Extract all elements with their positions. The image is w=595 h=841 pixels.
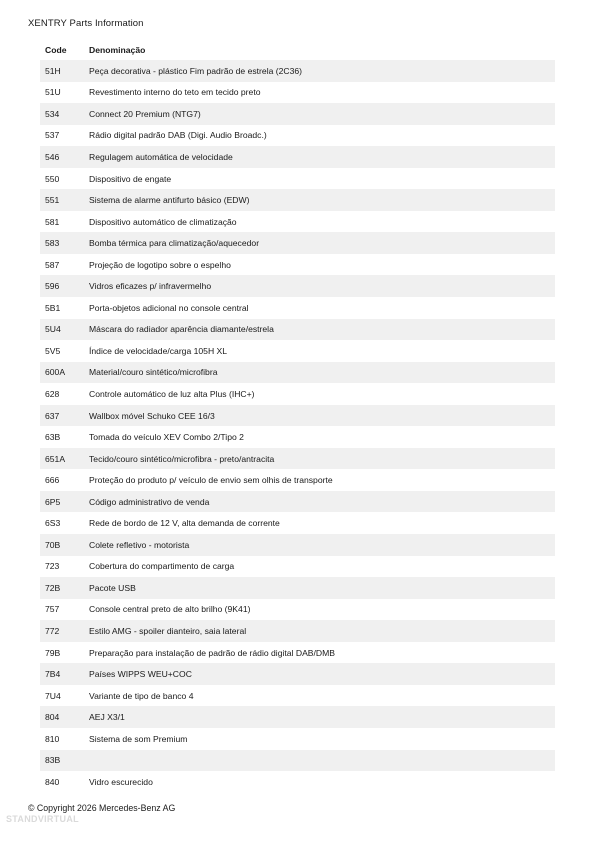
part-description: Tecido/couro sintético/microfibra - preto/antracita <box>89 453 275 464</box>
table-row <box>40 319 555 341</box>
table-row <box>40 620 555 642</box>
watermark-logo: STANDVIRTUAL <box>6 814 79 824</box>
part-description: Vidro escurecido <box>89 776 153 787</box>
table-row <box>40 491 555 513</box>
table-row <box>40 275 555 297</box>
part-description: Países WIPPS WEU+COC <box>89 669 192 680</box>
part-code: 63B <box>45 432 61 443</box>
part-code: 810 <box>45 733 60 744</box>
part-code: 551 <box>45 195 60 206</box>
part-code: 550 <box>45 173 60 184</box>
part-description <box>89 750 555 772</box>
page-title: XENTRY Parts Information <box>28 18 144 29</box>
part-code: 596 <box>45 281 60 292</box>
table-row <box>40 211 555 233</box>
part-description: Sistema de som Premium <box>89 733 188 744</box>
part-code: 534 <box>45 108 60 119</box>
column-header-description: Denominação <box>89 44 146 55</box>
table-row <box>40 340 555 362</box>
part-description: Tomada do veículo XEV Combo 2/Tipo 2 <box>89 432 244 443</box>
table-row <box>40 168 555 190</box>
part-description: Cobertura do compartimento de carga <box>89 561 235 572</box>
part-description: Porta-objetos adicional no console central <box>89 302 249 313</box>
part-description: Código administrativo de venda <box>89 496 210 507</box>
part-code: 6S3 <box>45 518 61 529</box>
table-row <box>40 254 555 276</box>
part-code: 72B <box>45 582 61 593</box>
part-code: 51H <box>45 65 61 76</box>
part-code: 51U <box>45 87 61 98</box>
table-row <box>40 60 555 82</box>
part-description: Wallbox móvel Schuko CEE 16/3 <box>89 410 215 421</box>
part-code: 666 <box>45 475 60 486</box>
part-code: 79B <box>45 647 61 658</box>
table-row <box>40 405 555 427</box>
table-row <box>40 448 555 470</box>
table-row <box>40 512 555 534</box>
column-header-code: Code <box>45 44 67 55</box>
part-description: Rádio digital padrão DAB (Digi. Audio Broadc.) <box>89 130 267 141</box>
table-row <box>40 534 555 556</box>
part-description: Máscara do radiador aparência diamante/estrela <box>89 324 274 335</box>
part-code: 7U4 <box>45 690 61 701</box>
part-description: Material/couro sintético/microfibra <box>89 367 218 378</box>
part-description: Bomba térmica para climatização/aquecedor <box>89 238 260 249</box>
part-description: Proteção do produto p/ veículo de envio sem olhis de transporte <box>89 475 333 486</box>
table-row <box>40 577 555 599</box>
table-header-row <box>40 39 555 60</box>
part-code: 83B <box>45 755 61 766</box>
table-row <box>40 103 555 125</box>
table-row <box>40 728 555 750</box>
part-description: Revestimento interno do teto em tecido preto <box>89 87 261 98</box>
part-code: 600A <box>45 367 66 378</box>
part-description: AEJ X3/1 <box>89 712 125 723</box>
part-description: Projeção de logotipo sobre o espelho <box>89 259 231 270</box>
part-description: Dispositivo de engate <box>89 173 172 184</box>
part-description: Vidros eficazes p/ infravermelho <box>89 281 212 292</box>
part-description: Connect 20 Premium (NTG7) <box>89 108 201 119</box>
table-row <box>40 750 555 772</box>
part-description: Índice de velocidade/carga 105H XL <box>89 345 228 356</box>
table-row <box>40 556 555 578</box>
part-code: 7B4 <box>45 669 61 680</box>
part-description: Rede de bordo de 12 V, alta demanda de corrente <box>89 518 280 529</box>
table-row <box>40 426 555 448</box>
part-description: Peça decorativa - plástico Fim padrão de estrela (2C36) <box>89 65 303 76</box>
part-code: 587 <box>45 259 60 270</box>
part-description: Console central preto de alto brilho (9K41) <box>89 604 251 615</box>
table-row <box>40 706 555 728</box>
table-body <box>40 60 555 793</box>
part-description: Colete refletivo - motorista <box>89 539 190 550</box>
table-row <box>40 125 555 147</box>
part-description: Dispositivo automático de climatização <box>89 216 237 227</box>
part-code: 546 <box>45 151 60 162</box>
part-description: Controle automático de luz alta Plus (IHC+) <box>89 388 255 399</box>
part-description: Regulagem automática de velocidade <box>89 151 233 162</box>
table-row <box>40 599 555 621</box>
part-code: 723 <box>45 561 60 572</box>
table-row <box>40 82 555 104</box>
table-row <box>40 685 555 707</box>
part-description: Sistema de alarme antifurto básico (EDW) <box>89 195 250 206</box>
table-row <box>40 469 555 491</box>
part-code: 537 <box>45 130 60 141</box>
table-row <box>40 297 555 319</box>
part-code: 5V5 <box>45 345 61 356</box>
table-row <box>40 663 555 685</box>
part-code: 651A <box>45 453 66 464</box>
part-code: 5U4 <box>45 324 61 335</box>
table-row <box>40 146 555 168</box>
part-description: Variante de tipo de banco 4 <box>89 690 194 701</box>
part-code: 840 <box>45 776 60 787</box>
part-code: 804 <box>45 712 60 723</box>
part-code: 6P5 <box>45 496 61 507</box>
table-row <box>40 771 555 793</box>
table-row <box>40 189 555 211</box>
part-code: 581 <box>45 216 60 227</box>
parts-table <box>40 39 555 793</box>
table-row <box>40 232 555 254</box>
part-description: Pacote USB <box>89 582 136 593</box>
part-code: 628 <box>45 388 60 399</box>
table-row <box>40 642 555 664</box>
part-code: 772 <box>45 625 60 636</box>
part-code: 757 <box>45 604 60 615</box>
part-description: Estilo AMG - spoiler dianteiro, saia lateral <box>89 625 247 636</box>
copyright-notice: © Copyright 2026 Mercedes-Benz AG <box>28 803 176 813</box>
part-description: Preparação para instalação de padrão de rádio digital DAB/DMB <box>89 647 336 658</box>
table-row <box>40 362 555 384</box>
part-code: 637 <box>45 410 60 421</box>
table-row <box>40 383 555 405</box>
part-code: 70B <box>45 539 61 550</box>
part-code: 5B1 <box>45 302 61 313</box>
part-code: 583 <box>45 238 60 249</box>
